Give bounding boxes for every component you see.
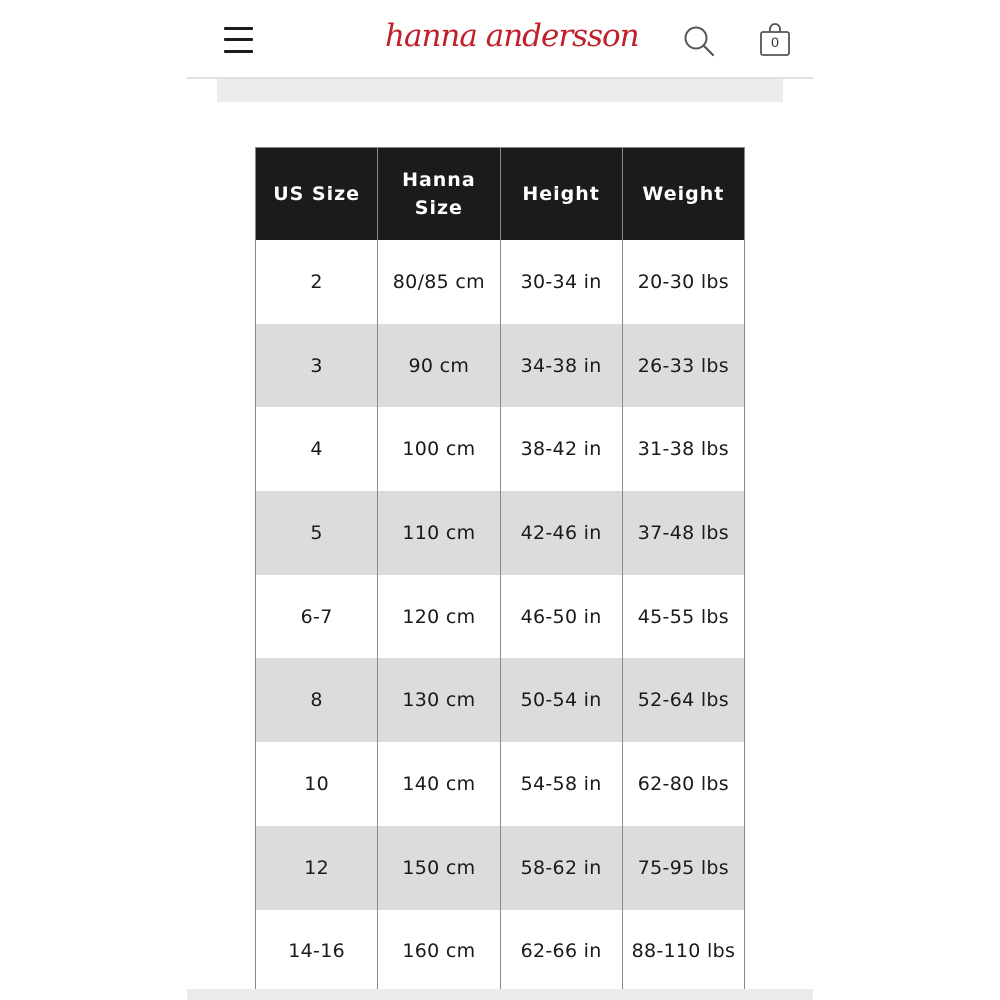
height-cell: 34-38 in: [500, 324, 622, 408]
header-us-size: US Size: [256, 148, 378, 241]
weight-cell: 75-95 lbs: [622, 826, 744, 910]
hanna-size-cell: 140 cm: [378, 742, 500, 826]
table-row: [256, 407, 745, 491]
us-size-cell: 12: [256, 826, 378, 910]
weight-cell: 52-64 lbs: [622, 658, 744, 742]
size-chart-table: [255, 147, 745, 994]
weight-cell: 26-33 lbs: [622, 324, 744, 408]
height-cell: 42-46 in: [500, 491, 622, 575]
search-icon[interactable]: [683, 25, 715, 57]
table-row: [256, 910, 745, 994]
us-size-cell: 14-16: [256, 910, 378, 994]
hanna-size-cell: 90 cm: [378, 324, 500, 408]
us-size-cell: 5: [256, 491, 378, 575]
weight-cell: 37-48 lbs: [622, 491, 744, 575]
page: [187, 0, 813, 1000]
us-size-cell: 6-7: [256, 575, 378, 659]
height-cell: 38-42 in: [500, 407, 622, 491]
header-height: Height: [500, 148, 622, 241]
us-size-cell: 2: [256, 240, 378, 324]
site-header: [187, 0, 813, 79]
hanna-size-cell: 80/85 cm: [378, 240, 500, 324]
table-row: [256, 240, 745, 324]
height-cell: 30-34 in: [500, 240, 622, 324]
weight-cell: 45-55 lbs: [622, 575, 744, 659]
shopping-bag-icon[interactable]: [759, 23, 791, 57]
table-row: [256, 826, 745, 910]
table-row: [256, 658, 745, 742]
hanna-size-cell: 150 cm: [378, 826, 500, 910]
header-hanna-size: Hanna Size: [378, 148, 500, 241]
height-cell: 46-50 in: [500, 575, 622, 659]
us-size-cell: 8: [256, 658, 378, 742]
hanna-size-cell: 120 cm: [378, 575, 500, 659]
left-margin: [0, 0, 187, 1000]
table-row: [256, 575, 745, 659]
height-cell: 50-54 in: [500, 658, 622, 742]
height-cell: 58-62 in: [500, 826, 622, 910]
hanna-size-cell: 130 cm: [378, 658, 500, 742]
weight-cell: 20-30 lbs: [622, 240, 744, 324]
weight-cell: 31-38 lbs: [622, 407, 744, 491]
hanna-size-cell: 110 cm: [378, 491, 500, 575]
table-row: [256, 491, 745, 575]
hanna-size-cell: 100 cm: [378, 407, 500, 491]
brand-logo-text: hanna andersson: [385, 18, 639, 54]
right-margin: [813, 0, 1000, 1000]
size-chart-body: [256, 240, 745, 994]
height-cell: 62-66 in: [500, 910, 622, 994]
brand-logo[interactable]: [385, 14, 639, 62]
table-header-row: [256, 148, 745, 241]
bag-count-badge: 0: [771, 34, 779, 50]
footer-band: [187, 989, 813, 1000]
sub-header-band: [217, 79, 783, 102]
header-weight: Weight: [622, 148, 744, 241]
weight-cell: 88-110 lbs: [622, 910, 744, 994]
menu-icon[interactable]: [224, 26, 253, 54]
weight-cell: 62-80 lbs: [622, 742, 744, 826]
us-size-cell: 4: [256, 407, 378, 491]
table-row: [256, 324, 745, 408]
table-row: [256, 742, 745, 826]
height-cell: 54-58 in: [500, 742, 622, 826]
us-size-cell: 10: [256, 742, 378, 826]
us-size-cell: 3: [256, 324, 378, 408]
hanna-size-cell: 160 cm: [378, 910, 500, 994]
